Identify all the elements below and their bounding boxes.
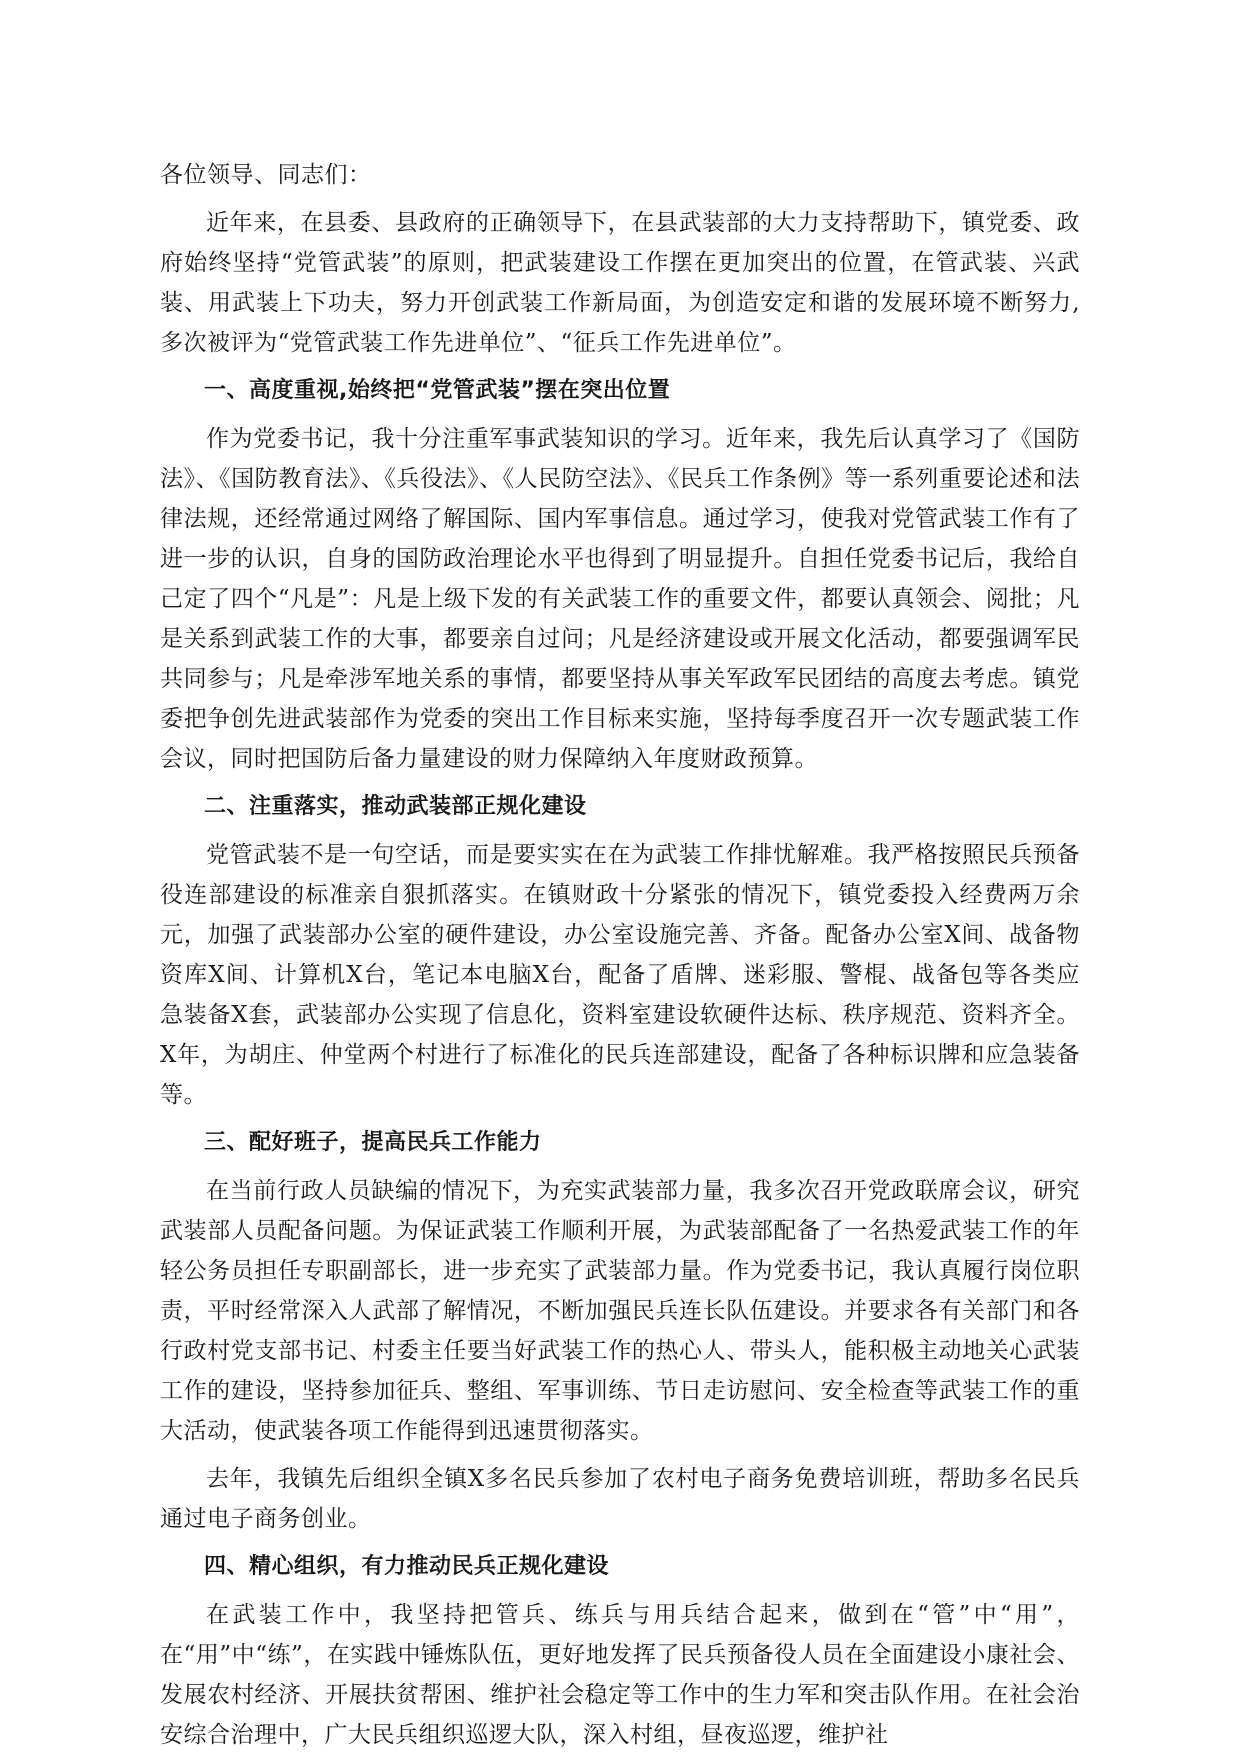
section-4 [160, 1547, 1080, 1755]
section-paragraph: 在武装工作中，我坚持把管兵、练兵与用兵结合起来，做到在“管”中“用”，在“用”中“练”，在实践中锤炼队伍，更好地发挥了民兵预备役人员在全面建设小康社会、发展农村经济、开展扶贫帮困、维护社会稳定等工作中的生力军和突击队作用。在社会治安综合治理中，广大民兵组织巡逻大队，深入村组，昼夜巡逻，维护社 [160, 1602, 1080, 1748]
section-paragraph: 在当前行政人员缺编的情况下，为充实武装部力量，我多次召开党政联席会议，研究武装部人员配备问题。为保证武装工作顺利开展，为武装部配备了一名热爱武装工作的年轻公务员担任专职副部长，进一步充实了武装部力量。作为党委书记，我认真履行岗位职责，平时经常深入人武部了解情况，不断加强民兵连长队伍建设。并要求各有关部门和各行政村党支部书记、村委主任要当好武装工作的热心人、带头人，能积极主动地关心武装工作的建设，坚持参加征兵、整组、军事训练、节日走访慰问、安全检查等武装工作的重大活动，使武装各项工作能得到迅速贯彻落实。 [160, 1178, 1080, 1444]
section-paragraph: 作为党委书记，我十分注重军事武装知识的学习。近年来，我先后认真学习了《国防法》、《国防教育法》、《兵役法》、《人民防空法》、《民兵工作条例》等一系列重要论述和法律法规，还经常通过网络了解国际、国内军事信息。通过学习，使我对党管武装工作有了进一步的认识，自身的国防政治理论水平也得到了明显提升。自担任党委书记后，我给自己定了四个“凡是”：凡是上级下发的有关武装工作的重要文件，都要认真领会、阅批；凡是关系到武装工作的大事，都要亲自过问；凡是经济建设或开展文化活动，都要强调军民共同参与；凡是牵涉军地关系的事情，都要坚持从事关军政军民团结的高度去考虑。镇党委把争创先进武装部作为党委的突出工作目标来实施，坚持每季度召开一次专题武装工作会议，同时把国防后备力量建设的财力保障纳入年度财政预算。 [160, 426, 1080, 772]
section-paragraph: 党管武装不是一句空话，而是要实实在在为武装工作排忧解难。我严格按照民兵预备役连部建设的标准亲自狠抓落实。在镇财政十分紧张的情况下，镇党委投入经费两万余元，加强了武装部办公室的硬件建设，办公室设施完善、齐备。配备办公室X间、战备物资库X间、计算机X台，笔记本电脑X台，配备了盾牌、迷彩服、警棍、战备包等各类应急装备X套，武装部办公实现了信息化，资料室建设软硬件达标、秩序规范、资料齐全。X年，为胡庄、仲堂两个村进行了标准化的民兵连部建设，配备了各种标识牌和应急装备等。 [160, 842, 1080, 1108]
section-2 [160, 787, 1080, 1115]
section-3 [160, 1123, 1080, 1539]
section-1 [160, 371, 1080, 779]
intro-paragraph: 近年来，在县委、县政府的正确领导下，在县武装部的大力支持帮助下，镇党委、政府始终坚持“党管武装”的原则，把武装建设工作摆在更加突出的位置，在管武装、兴武装、用武装上下功夫，努力开创武装工作新局面，为创造安定和谐的发展环境不断努力,多次被评为“党管武装工作先进单位”、“征兵工作先进单位”。 [160, 210, 1080, 356]
section-paragraph: 去年，我镇先后组织全镇X多名民兵参加了农村电子商务免费培训班，帮助多名民兵通过电子商务创业。 [160, 1466, 1080, 1532]
section-heading: 三、配好班子，提高民兵工作能力 [204, 1130, 542, 1155]
salutation: 各位领导、同志们： [160, 162, 372, 188]
section-heading: 二、注重落实，推动武装部正规化建设 [204, 794, 587, 819]
section-heading: 一、高度重视,始终把“党管武装”摆在突出位置 [204, 378, 671, 403]
section-heading: 四、精心组织，有力推动民兵正规化建设 [204, 1554, 610, 1579]
